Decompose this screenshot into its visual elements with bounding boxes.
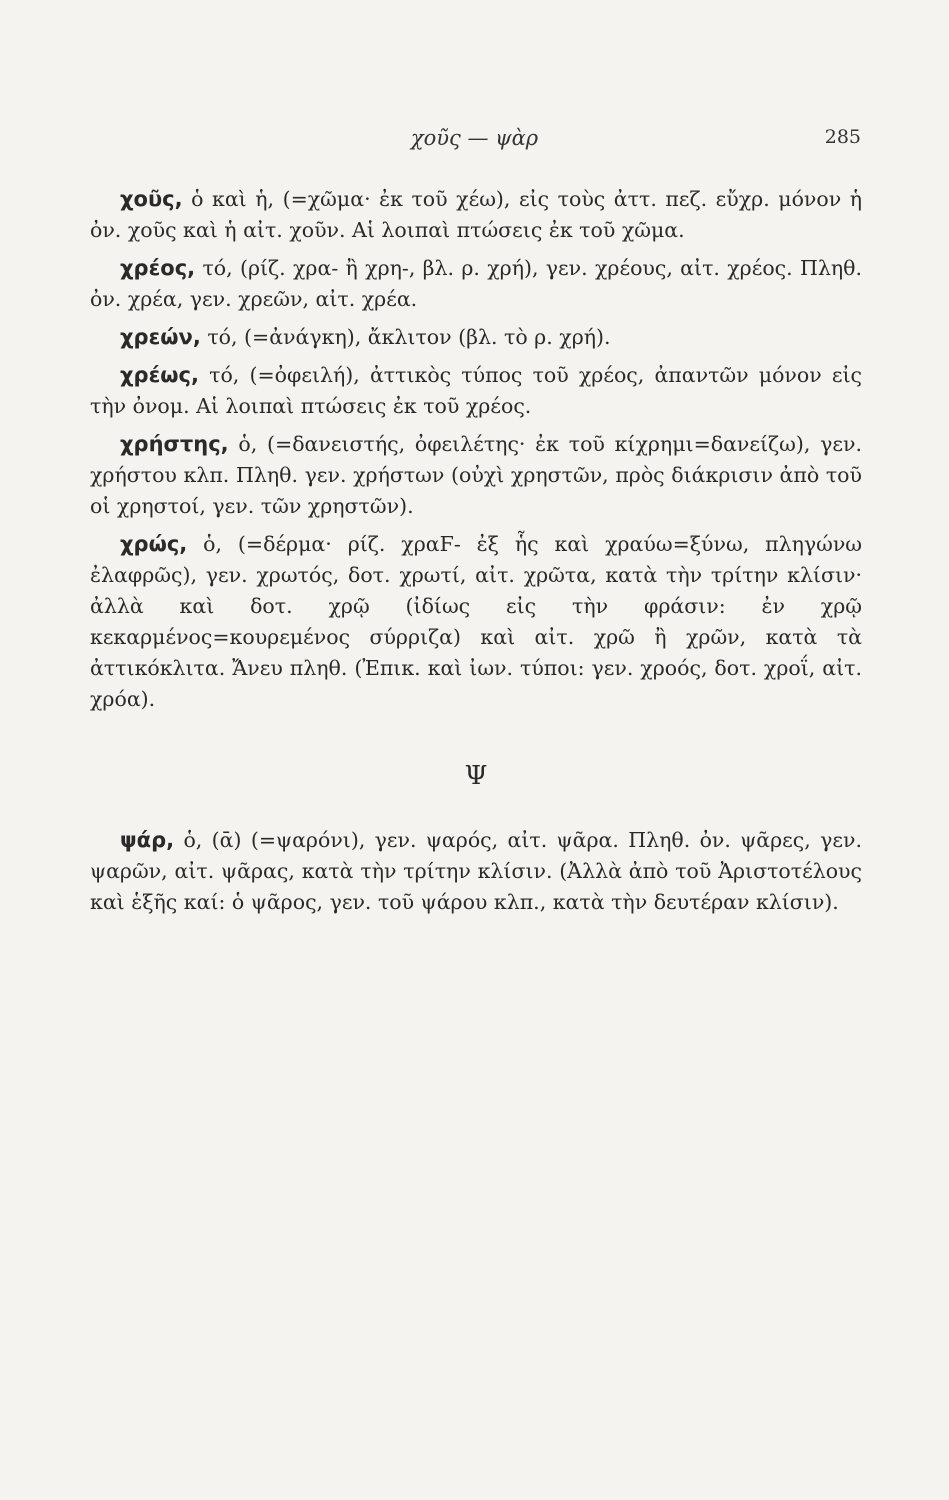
entry-lemma: χρήστης,: [120, 432, 229, 456]
running-head: χοῦς — ψὰρ: [410, 126, 539, 150]
dictionary-entry: [90, 825, 862, 918]
entry-text: τό, (=ἀνάγκη), ἄκλιτον (βλ. τὸ ρ. χρή).: [207, 325, 611, 349]
entry-lemma: χοῦς,: [120, 187, 183, 211]
entry-lemma: χρέος,: [120, 256, 196, 280]
entry-lemma: ψάρ,: [120, 828, 175, 852]
entry-lemma: χρέως,: [120, 363, 199, 387]
entry-text: τό, (ρίζ. χρα- ἢ χρη-, βλ. ρ. χρή), γεν. χρέους, αἰτ. χρέος. Πληθ. ὀν. χρέα, γεν. χρεῶν, αἰτ. χρέα.: [90, 256, 862, 311]
entry-text: ὁ, (=δέρμα· ρίζ. χραϜ- ἐξ ἧς καὶ χραύω=ξύνω, πληγώνω ἐλαφρῶς), γεν. χρωτός, δοτ. χρωτί, αἰτ. χρῶτα, κατὰ τὴν τρίτην κλίσιν· ἀλλὰ καὶ δοτ. χρῷ (ἰδίως εἰς τὴν φράσιν: ἐν χρῷ κεκαρμένος=κουρεμένος σύρριζα) καὶ αἰτ. χρῶ ἢ χρῶν, κατὰ τὰ ἀττικόκλιτα. Ἄνευ πληθ. (Ἐπικ. καὶ ἰων. τύποι: γεν. χροός, δοτ. χροΐ, αἰτ. χρόα).: [90, 532, 862, 711]
entry-text: τό, (=ὀφειλή), ἀττικὸς τύπος τοῦ χρέος, ἀπαντῶν μόνον εἰς τὴν ὀνομ. Αἱ λοιπαὶ πτώσεις ἐκ τοῦ χρέος.: [90, 363, 862, 418]
entry-text: ὁ, (ᾱ) (=ψαρόνι), γεν. ψαρός, αἰτ. ψᾶρα. Πληθ. ὀν. ψᾶρες, γεν. ψαρῶν, αἰτ. ψᾶρας, κατὰ τὴν τρίτην κλίσιν. (Ἀλλὰ ἀπὸ τοῦ Ἀριστοτέλους καὶ ἑξῆς καί: ὁ ψᾶρος, γεν. τοῦ ψάρου κλπ., κατὰ τὴν δευτέραν κλίσιν).: [90, 828, 862, 914]
dictionary-entry: [90, 360, 862, 422]
entries-body: [90, 184, 862, 925]
dictionary-entry: [90, 253, 862, 315]
dictionary-entry: [90, 529, 862, 715]
entry-text: ὁ, (=δανειστής, ὀφειλέτης· ἐκ τοῦ κίχρημι=δανείζω), γεν. χρήστου κλπ. Πληθ. γεν. χρήστων (οὐχὶ χρηστῶν, πρὸς διάκρισιν ἀπὸ τοῦ οἱ χρηστοί, γεν. τῶν χρηστῶν).: [90, 432, 862, 518]
section-letter-heading: Ψ: [464, 761, 488, 791]
page-number: 285: [824, 126, 861, 148]
entry-text: ὁ καὶ ἡ, (=χῶμα· ἐκ τοῦ χέω), εἰς τοὺς ἀττ. πεζ. εὔχρ. μόνον ἡ ὀν. χοῦς καὶ ἡ αἰτ. χοῦν. Αἱ λοιπαὶ πτώσεις ἐκ τοῦ χῶμα.: [90, 187, 862, 242]
dictionary-entry: [90, 429, 862, 522]
dictionary-entry: [90, 184, 862, 246]
entry-lemma: χρώς,: [120, 532, 188, 556]
dictionary-entry: [90, 322, 862, 353]
entry-lemma: χρεών,: [120, 325, 201, 349]
